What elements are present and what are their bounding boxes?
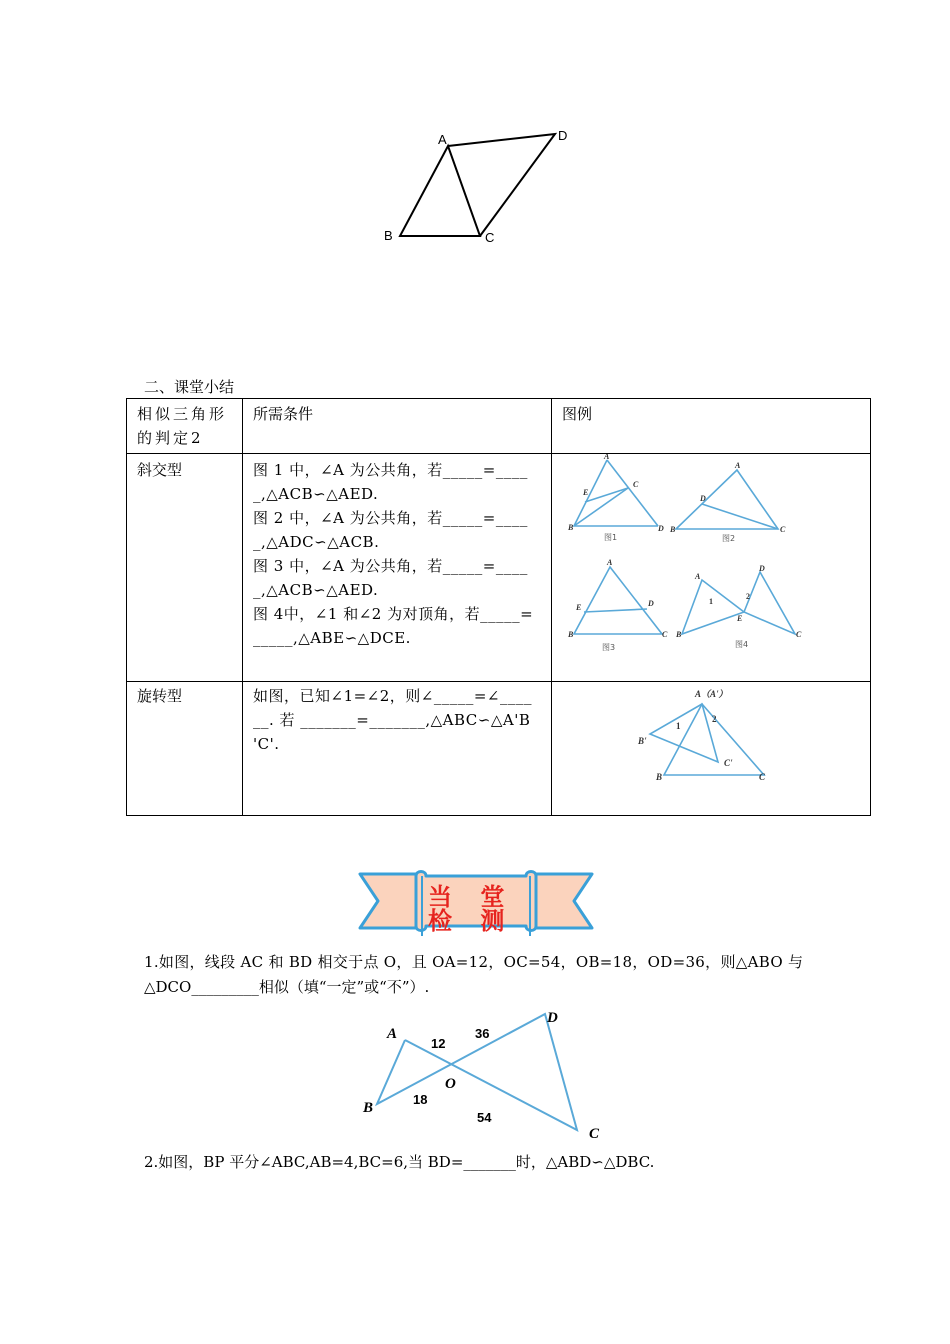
svg-text:E: E (583, 488, 589, 497)
label-b: B (656, 772, 663, 782)
label-angle-1: 1 (676, 721, 681, 731)
condition-line: _____,△ABE∽△DCE. (253, 629, 411, 647)
label-oc: 54 (477, 1110, 492, 1125)
condition-line: _,△ACB∽△AED. (253, 581, 379, 599)
rotation-figure (552, 682, 870, 808)
svg-text:D: D (658, 524, 664, 533)
label-o: O (445, 1076, 456, 1092)
label-b: B (384, 228, 393, 243)
caption-fig2: 图2 (722, 534, 736, 543)
header-cell: 相似三角形的判定2 (127, 399, 243, 454)
row-type: 旋转型 (127, 682, 243, 816)
condition-line: 图 3 中，∠A 为公共角，若_____=____ (253, 557, 528, 575)
svg-text:C: C (796, 630, 802, 639)
question-2: 2.如图，BP 平分∠ABC,AB=4,BC=6,当 BD=_______时，△ABD∽△DBC. (144, 1153, 655, 1171)
label-b: B (363, 1100, 374, 1116)
ribbon-right-tail (536, 874, 592, 928)
condition-line: 图 2 中，∠A 为公共角，若_____=____ (253, 509, 528, 527)
condition-line: 如图，已知∠1=∠2，则∠_____=∠____ (253, 687, 532, 705)
table-row (127, 454, 871, 682)
condition-line: 'C'. (253, 735, 280, 753)
svg-text:B: B (568, 630, 574, 639)
label-oa: 12 (431, 1036, 446, 1051)
header-cell: 所需条件 (243, 399, 552, 454)
label-c: C (759, 772, 766, 782)
quadrilateral-figure (380, 122, 580, 250)
question-1 (144, 950, 844, 1000)
svg-text:D: D (700, 494, 706, 503)
caption-fig3: 图3 (602, 643, 616, 652)
condition-line: _,△ADC∽△ACB. (253, 533, 380, 551)
condition-line: 图 1 中，∠A 为公共角，若_____=____ (253, 461, 528, 479)
svg-text:2: 2 (746, 592, 750, 601)
label-c: C (485, 230, 495, 245)
label-c: C (589, 1126, 600, 1142)
label-d: D (547, 1010, 558, 1026)
svg-text:B: B (568, 523, 574, 532)
condition-line: __. 若 _______=_______,△ABC∽△A'B (253, 711, 531, 729)
label-b-prime: B' (638, 736, 647, 746)
question-1-line1: 1.如图，线段 AC 和 BD 相交于点 O，且 OA=12，OC=54，OB=18，OD=36，则△ABO 与 (144, 953, 804, 971)
svg-text:A: A (604, 454, 610, 461)
label-angle-2: 2 (712, 714, 717, 724)
svg-text:B: B (676, 630, 682, 639)
triangle-abc (400, 146, 480, 236)
condition-line: _,△ACB∽△AED. (253, 485, 379, 503)
svg-text:A: A (695, 572, 701, 581)
row-conditions (243, 454, 552, 682)
label-a: A (387, 1026, 398, 1042)
question-1-line2: △DCO_________相似（填“一定”或“不”）. (144, 978, 430, 996)
row-type: 斜交型 (127, 454, 243, 682)
banner-title: 当 堂 检 测 (428, 883, 515, 935)
svg-text:C: C (780, 525, 786, 534)
caption-fig4: 图4 (735, 640, 749, 649)
svg-text:B: B (670, 525, 676, 534)
oblique-figures (552, 454, 870, 674)
caption-fig1: 图1 (604, 533, 618, 542)
condition-line: 图 4中，∠1 和∠2 为对顶角，若_____= (253, 605, 534, 623)
section-heading: 二、课堂小结 (144, 378, 235, 396)
triangle-acd-edges (448, 134, 555, 236)
row-figure (552, 454, 871, 682)
svg-text:1: 1 (709, 597, 713, 606)
table-row (127, 682, 871, 816)
label-d: D (558, 128, 568, 143)
row-conditions (243, 682, 552, 816)
label-a-aprime: A（A'） (695, 689, 728, 699)
header-cell: 图例 (552, 399, 871, 454)
svg-text:A: A (735, 461, 741, 470)
svg-text:E: E (576, 603, 582, 612)
svg-text:E: E (737, 614, 743, 623)
label-od: 36 (475, 1026, 490, 1041)
ribbon-left-tail (360, 874, 416, 928)
row-figure (552, 682, 871, 816)
svg-text:C: C (633, 480, 639, 489)
label-a: A (438, 132, 447, 147)
label-ob: 18 (413, 1092, 428, 1107)
svg-text:C: C (662, 630, 668, 639)
summary-table (126, 398, 871, 816)
svg-text:D: D (759, 564, 765, 573)
svg-text:D: D (648, 599, 654, 608)
table-header-row (127, 399, 871, 454)
svg-text:A: A (607, 558, 613, 567)
bowtie-figure (355, 1004, 615, 1144)
label-c-prime: C' (724, 758, 733, 768)
